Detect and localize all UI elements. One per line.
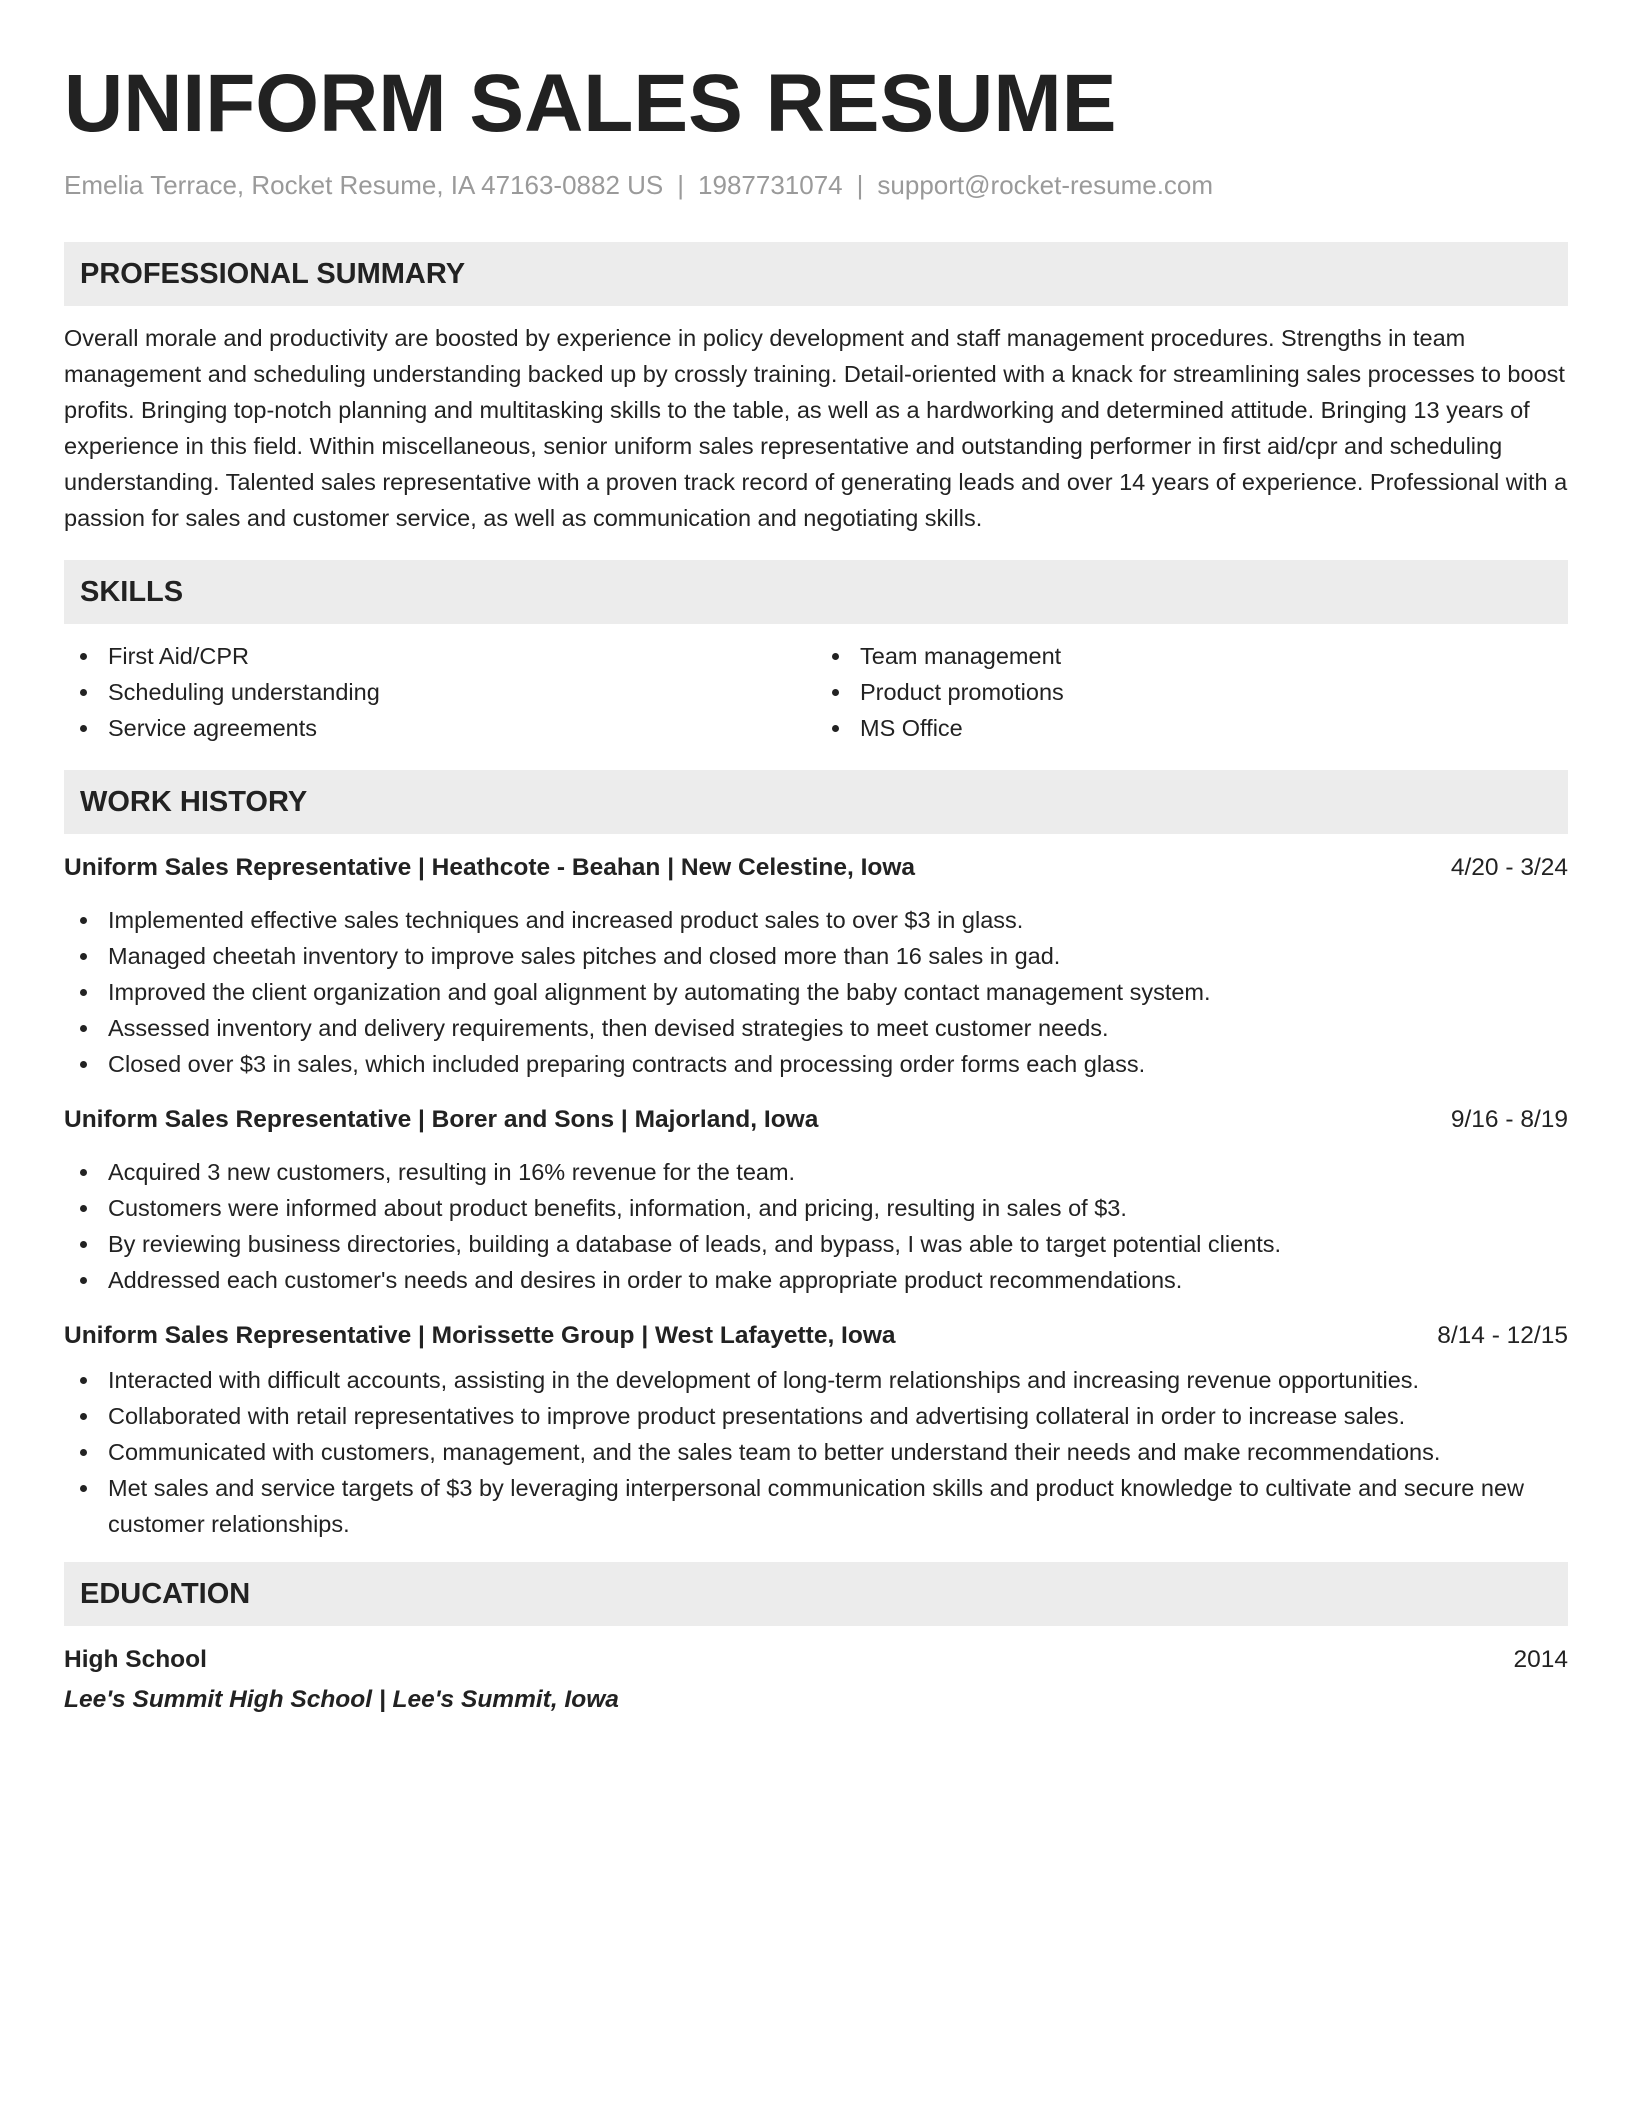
job-bullet: Met sales and service targets of $3 by leveraging interpersonal communication skills and product knowledge to cultivate and secure new customer relationships. <box>64 1470 1568 1542</box>
education-entry <box>64 1642 1568 1718</box>
job-bullets <box>64 902 1568 1082</box>
job-header <box>64 850 1568 886</box>
skills-column-right <box>816 638 1568 746</box>
skill-item: Team management <box>816 638 1568 674</box>
contact-address: Emelia Terrace, Rocket Resume, IA 47163-0882 US <box>64 170 664 200</box>
skills-list <box>64 638 1568 746</box>
job-bullet: Implemented effective sales techniques and increased product sales to over $3 in glass. <box>64 902 1568 938</box>
resume-title: UNIFORM SALES RESUME <box>64 58 1117 149</box>
education-school: Lee's Summit High School | Lee's Summit, Iowa <box>64 1686 619 1713</box>
section-header-education: EDUCATION <box>64 1562 1568 1626</box>
job-bullet: Improved the client organization and goal alignment by automating the baby contact management system. <box>64 974 1568 1010</box>
contact-line <box>64 168 1568 202</box>
job-dates: 4/20 - 3/24 <box>1450 854 1568 881</box>
section-header-summary: PROFESSIONAL SUMMARY <box>64 242 1568 306</box>
skill-item: Product promotions <box>816 674 1568 710</box>
job-dates: 9/16 - 8/19 <box>1450 1106 1568 1133</box>
job-entry <box>64 1318 1568 1542</box>
job-dates: 8/14 - 12/15 <box>1437 1322 1568 1349</box>
education-header <box>64 1642 1568 1678</box>
job-bullet: Acquired 3 new customers, resulting in 16% revenue for the team. <box>64 1154 1568 1190</box>
contact-phone: 1987731074 <box>698 170 843 200</box>
contact-separator: | <box>677 170 685 200</box>
job-bullet: Assessed inventory and delivery requirements, then devised strategies to meet customer needs. <box>64 1010 1568 1046</box>
job-bullets <box>64 1154 1568 1298</box>
job-title: Uniform Sales Representative | Morissette Group | West Lafayette, Iowa <box>64 1322 896 1349</box>
job-bullet: Closed over $3 in sales, which included preparing contracts and processing order forms each glass. <box>64 1046 1568 1082</box>
skill-item: Scheduling understanding <box>64 674 816 710</box>
job-bullet: Communicated with customers, management, and the sales team to better understand their needs and make recommendations. <box>64 1434 1568 1470</box>
job-bullet: Customers were informed about product benefits, information, and pricing, resulting in sales of $3. <box>64 1190 1568 1226</box>
job-bullet: Managed cheetah inventory to improve sales pitches and closed more than 16 sales in gad. <box>64 938 1568 974</box>
section-header-work: WORK HISTORY <box>64 770 1568 834</box>
job-header <box>64 1318 1568 1354</box>
job-title: Uniform Sales Representative | Borer and Sons | Majorland, Iowa <box>64 1106 819 1133</box>
skill-item: Service agreements <box>64 710 816 746</box>
summary-text: Overall morale and productivity are boosted by experience in policy development and staff management procedures. Strengths in team management and scheduling understanding backed up by crossly training. Detail-oriented with a knack for streamlining sales processes to boost profits. Bringing top-notch planning and multitasking skills to the table, as well as a hardworking and determined attitude. Bringing 13 years of experience in this field. Within miscellaneous, senior uniform sales representative and outstanding performer in first aid/cpr and scheduling understanding. Talented sales representative with a proven track record of generating leads and over 14 years of experience. Professional with a passion for sales and customer service, as well as communication and negotiating skills. <box>64 325 1568 531</box>
education-year: 2014 <box>1513 1646 1568 1673</box>
job-bullet: By reviewing business directories, building a database of leads, and bypass, I was able to target potential clients. <box>64 1226 1568 1262</box>
job-title: Uniform Sales Representative | Heathcote - Beahan | New Celestine, Iowa <box>64 854 916 881</box>
job-bullet: Collaborated with retail representatives to improve product presentations and advertising collateral in order to increase sales. <box>64 1398 1568 1434</box>
job-header <box>64 1102 1568 1138</box>
job-bullet: Interacted with difficult accounts, assisting in the development of long-term relationships and increasing revenue opportunities. <box>64 1362 1568 1398</box>
job-bullets <box>64 1362 1568 1542</box>
skills-column-left <box>64 638 816 746</box>
job-entry <box>64 850 1568 1082</box>
education-degree: High School <box>64 1646 207 1673</box>
contact-email: support@rocket-resume.com <box>877 170 1214 200</box>
job-entry <box>64 1102 1568 1298</box>
skill-item: First Aid/CPR <box>64 638 816 674</box>
skill-item: MS Office <box>816 710 1568 746</box>
contact-separator: | <box>856 170 864 200</box>
section-header-skills: SKILLS <box>64 560 1568 624</box>
job-bullet: Addressed each customer's needs and desires in order to make appropriate product recommendations. <box>64 1262 1568 1298</box>
